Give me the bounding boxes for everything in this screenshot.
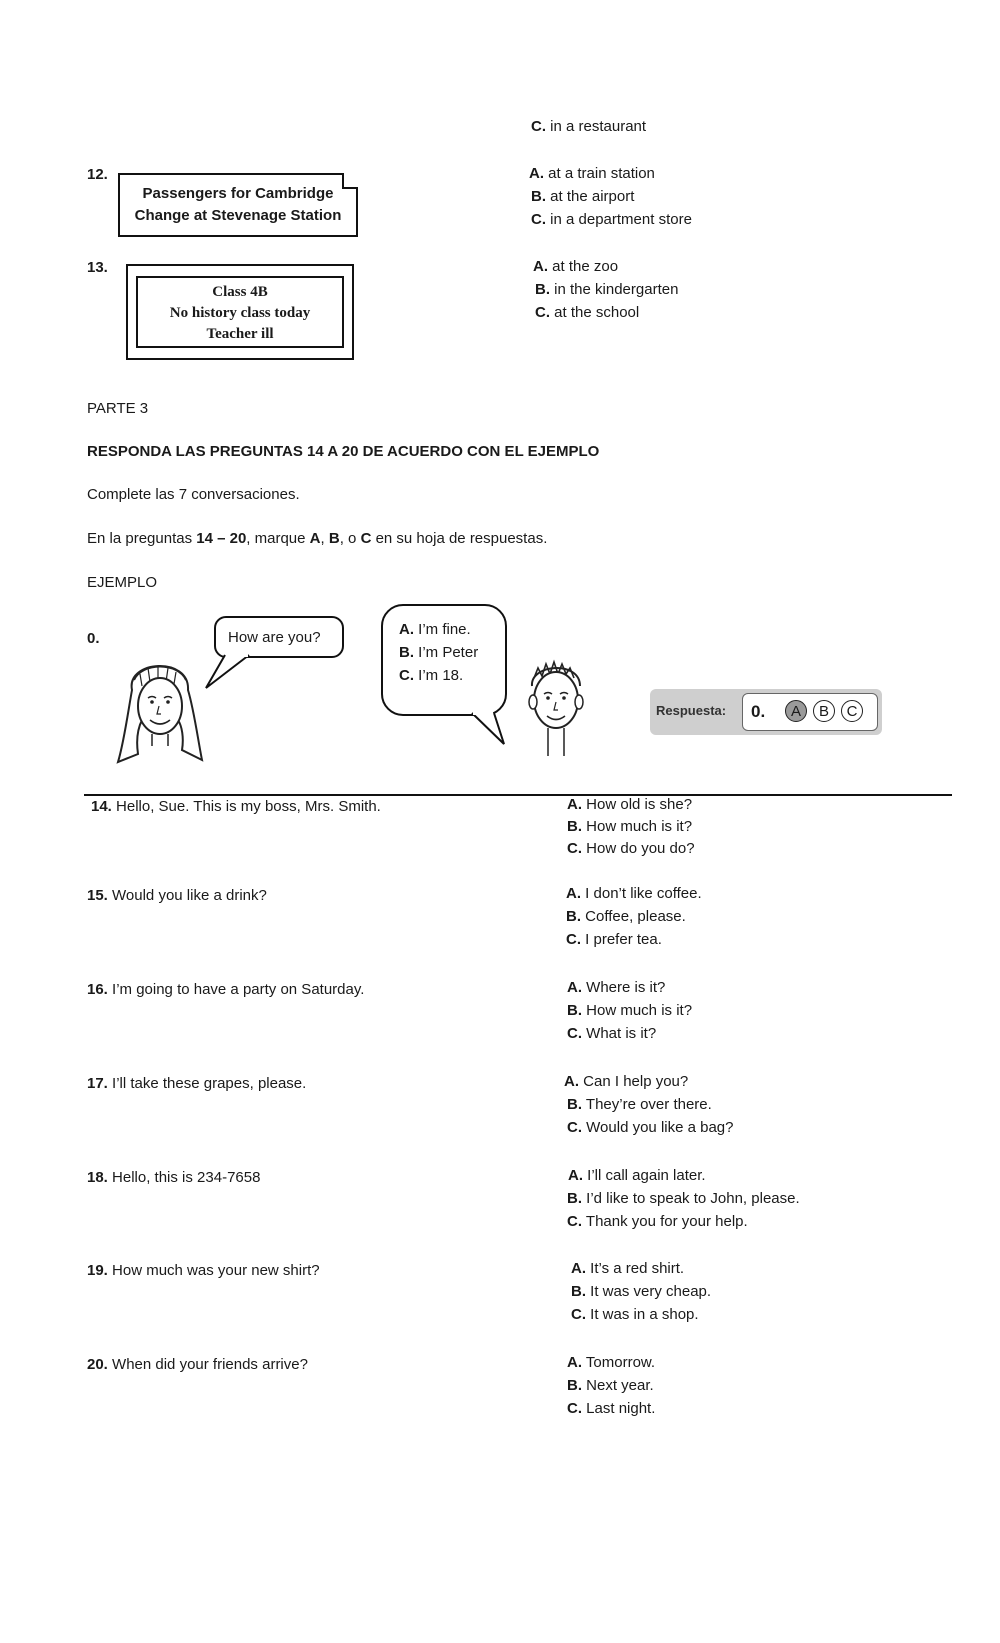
bubble-tail-right — [470, 712, 510, 746]
q13-option-a: A. at the zoo — [533, 258, 619, 275]
q17-option-a: A. Can I help you? — [564, 1073, 689, 1090]
q20-option-a: A. Tomorrow. — [567, 1354, 656, 1371]
q13-sign-line2: No history class today — [169, 305, 311, 321]
bubble-tail-left — [205, 654, 255, 690]
q18-option-b: B. I’d like to speak to John, please. — [567, 1190, 800, 1207]
girl-illustration — [112, 650, 208, 768]
section-divider — [84, 794, 952, 796]
q16-option-b: B. How much is it? — [567, 1002, 693, 1019]
answer-bubble — [381, 604, 507, 716]
q15-option-b: B. Coffee, please. — [566, 908, 686, 925]
q12-sign — [118, 173, 358, 237]
q19-option-a: A. It’s a red shirt. — [571, 1260, 685, 1277]
q13-sign-line3: Teacher ill — [206, 326, 274, 342]
q13-number: 13. — [87, 259, 108, 276]
q19-option-c: C. It was in a shop. — [571, 1306, 699, 1323]
q14-option-a: A. How old is she? — [567, 796, 693, 813]
part-heading: PARTE 3 — [87, 400, 149, 417]
q12-option-a: A. at a train station — [529, 165, 655, 182]
complete-instruction: Complete las 7 conversaciones. — [87, 486, 300, 503]
instruction-title: RESPONDA LAS PREGUNTAS 14 A 20 DE ACUERDO CON EL EJEMPLO — [87, 443, 600, 460]
q13-sign-inner — [136, 276, 344, 348]
q13-option-c: C. at the school — [535, 304, 640, 321]
q13-sign — [126, 264, 354, 360]
q12-option-c: C. in a department store — [531, 211, 692, 228]
mark-instruction: En la preguntas 14 – 20, marque A, B, o C en su hoja de respuestas. — [87, 530, 548, 547]
q15-stem: 15. Would you like a drink? — [87, 887, 267, 904]
q17-option-b: B. They’re over there. — [567, 1096, 712, 1113]
q13-option-b: B. in the kindergarten — [535, 281, 679, 298]
answer-circle-b: B — [813, 700, 835, 722]
q12-option-b: B. at the airport — [531, 188, 635, 205]
example-options — [399, 618, 478, 687]
q15-option-a: A. I don’t like coffee. — [566, 885, 702, 902]
q12-sign-line2: Change at Stevenage Station — [134, 207, 342, 224]
example-option-a: A. I’m fine. — [399, 621, 471, 638]
q14-stem: 14. Hello, Sue. This is my boss, Mrs. Smith. — [91, 798, 381, 815]
answer-label: Respuesta: — [656, 703, 727, 718]
q13-sign-line1: Class 4B — [212, 284, 268, 300]
q16-option-a: A. Where is it? — [567, 979, 666, 996]
q12-sign-line1: Passengers for Cambridge — [142, 185, 334, 202]
answer-number: 0. — [751, 702, 766, 721]
example-option-c: C. I’m 18. — [399, 667, 464, 684]
q19-option-b: B. It was very cheap. — [571, 1283, 712, 1300]
q18-option-a: A. I’ll call again later. — [568, 1167, 706, 1184]
answer-circle-a: A — [785, 700, 807, 722]
q14-option-c: C. How do you do? — [567, 840, 695, 857]
q17-stem: 17. I’ll take these grapes, please. — [87, 1075, 307, 1092]
example-answer-box — [650, 689, 882, 735]
q16-stem: 16. I’m going to have a party on Saturday. — [87, 981, 365, 998]
example-number: 0. — [87, 630, 100, 647]
q16-option-c: C. What is it? — [567, 1025, 657, 1042]
question-bubble-text: How are you? — [228, 629, 321, 646]
example-label: EJEMPLO — [87, 574, 158, 591]
q20-stem: 20. When did your friends arrive? — [87, 1356, 308, 1373]
q18-option-c: C. Thank you for your help. — [567, 1213, 748, 1230]
q14-option-b: B. How much is it? — [567, 818, 693, 835]
example-option-b: B. I’m Peter — [399, 644, 479, 661]
answer-circle-c: C — [841, 700, 863, 722]
question-bubble — [214, 616, 344, 658]
q19-stem: 19. How much was your new shirt? — [87, 1262, 320, 1279]
q12-number: 12. — [87, 166, 108, 183]
boy-illustration — [522, 656, 588, 762]
q18-stem: 18. Hello, this is 234-7658 — [87, 1169, 261, 1186]
q17-option-c: C. Would you like a bag? — [567, 1119, 734, 1136]
q15-option-c: C. I prefer tea. — [566, 931, 662, 948]
sign-corner-fold — [342, 173, 358, 189]
q20-option-c: C. Last night. — [567, 1400, 656, 1417]
q20-option-b: B. Next year. — [567, 1377, 654, 1394]
q11-option-c: C. in a restaurant — [531, 118, 647, 135]
answer-sheet — [742, 693, 878, 731]
